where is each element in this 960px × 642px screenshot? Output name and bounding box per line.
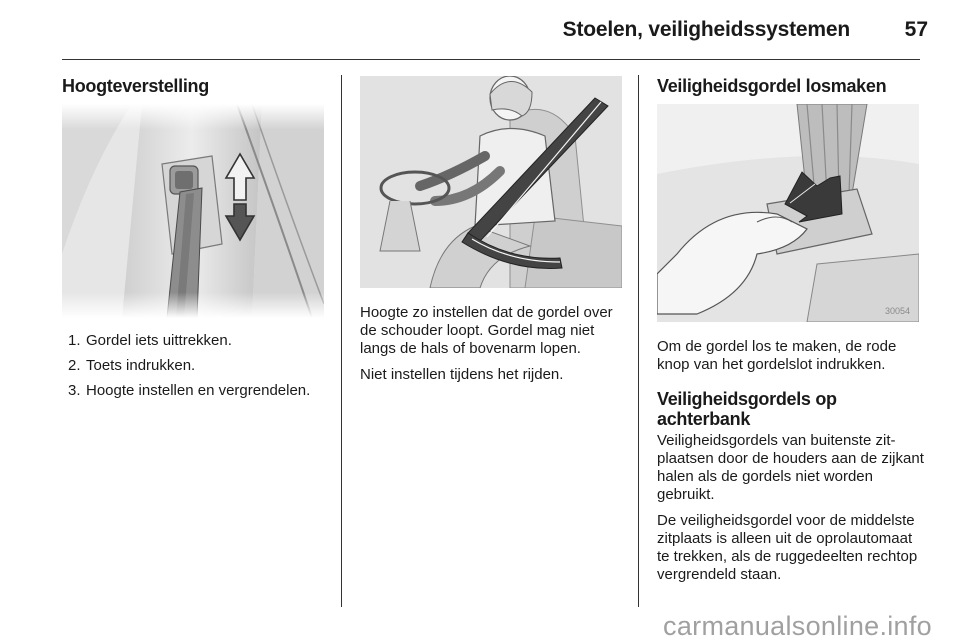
step-item: 2. Toets indrukken.	[68, 357, 196, 374]
rear-belts-body-text	[657, 432, 925, 592]
paragraph: Hoogte zo instellen dat de gordel over de schouder loopt. Gordel mag niet langs de hals of bovenarm lopen.	[360, 304, 613, 357]
paragraph: Om de gordel los te maken, de rode knop van het gordelslot indrukken.	[657, 338, 897, 373]
paragraph: Niet instellen tijdens het rijden.	[360, 366, 564, 383]
header-divider	[62, 59, 920, 60]
step-item: 1. Gordel iets uittrekken.	[68, 332, 232, 349]
release-intro-text	[657, 338, 922, 382]
column-divider-left	[341, 75, 342, 607]
paragraph: De veiligheidsgordel voor de middelste zitplaats is alleen uit de oprolautomaat te trekken, als de ruggedeelten rechtop vergrendeld staan.	[657, 512, 918, 583]
section-title-release-belt: Veiligheidsgordel losmaken	[657, 76, 887, 96]
middle-body-text	[360, 304, 630, 392]
belt-height-adjuster-figure	[62, 104, 324, 318]
section-title-height-adjustment: Hoogteverstelling	[62, 76, 209, 96]
seated-occupant-belt-figure	[360, 76, 622, 288]
page-header-title: Stoelen, veiligheidssystemen	[562, 18, 850, 41]
page-number: 57	[904, 18, 928, 41]
watermark-text: carmanualsonline.info	[663, 611, 932, 641]
subsection-title-rear-belts: Veiligheidsgordels op achterbank	[657, 389, 837, 429]
step-item: 3. Hoogte instellen en vergrendelen.	[68, 382, 311, 399]
instruction-steps	[68, 332, 338, 407]
column-divider-right	[638, 75, 639, 607]
figure-code: 30054	[885, 306, 911, 316]
paragraph: Veiligheidsgordels van buitenste zitplaatsen door de houders aan de zijkant halen als de gordels niet worden gebruikt.	[657, 432, 924, 503]
belt-buckle-release-figure	[657, 104, 919, 322]
